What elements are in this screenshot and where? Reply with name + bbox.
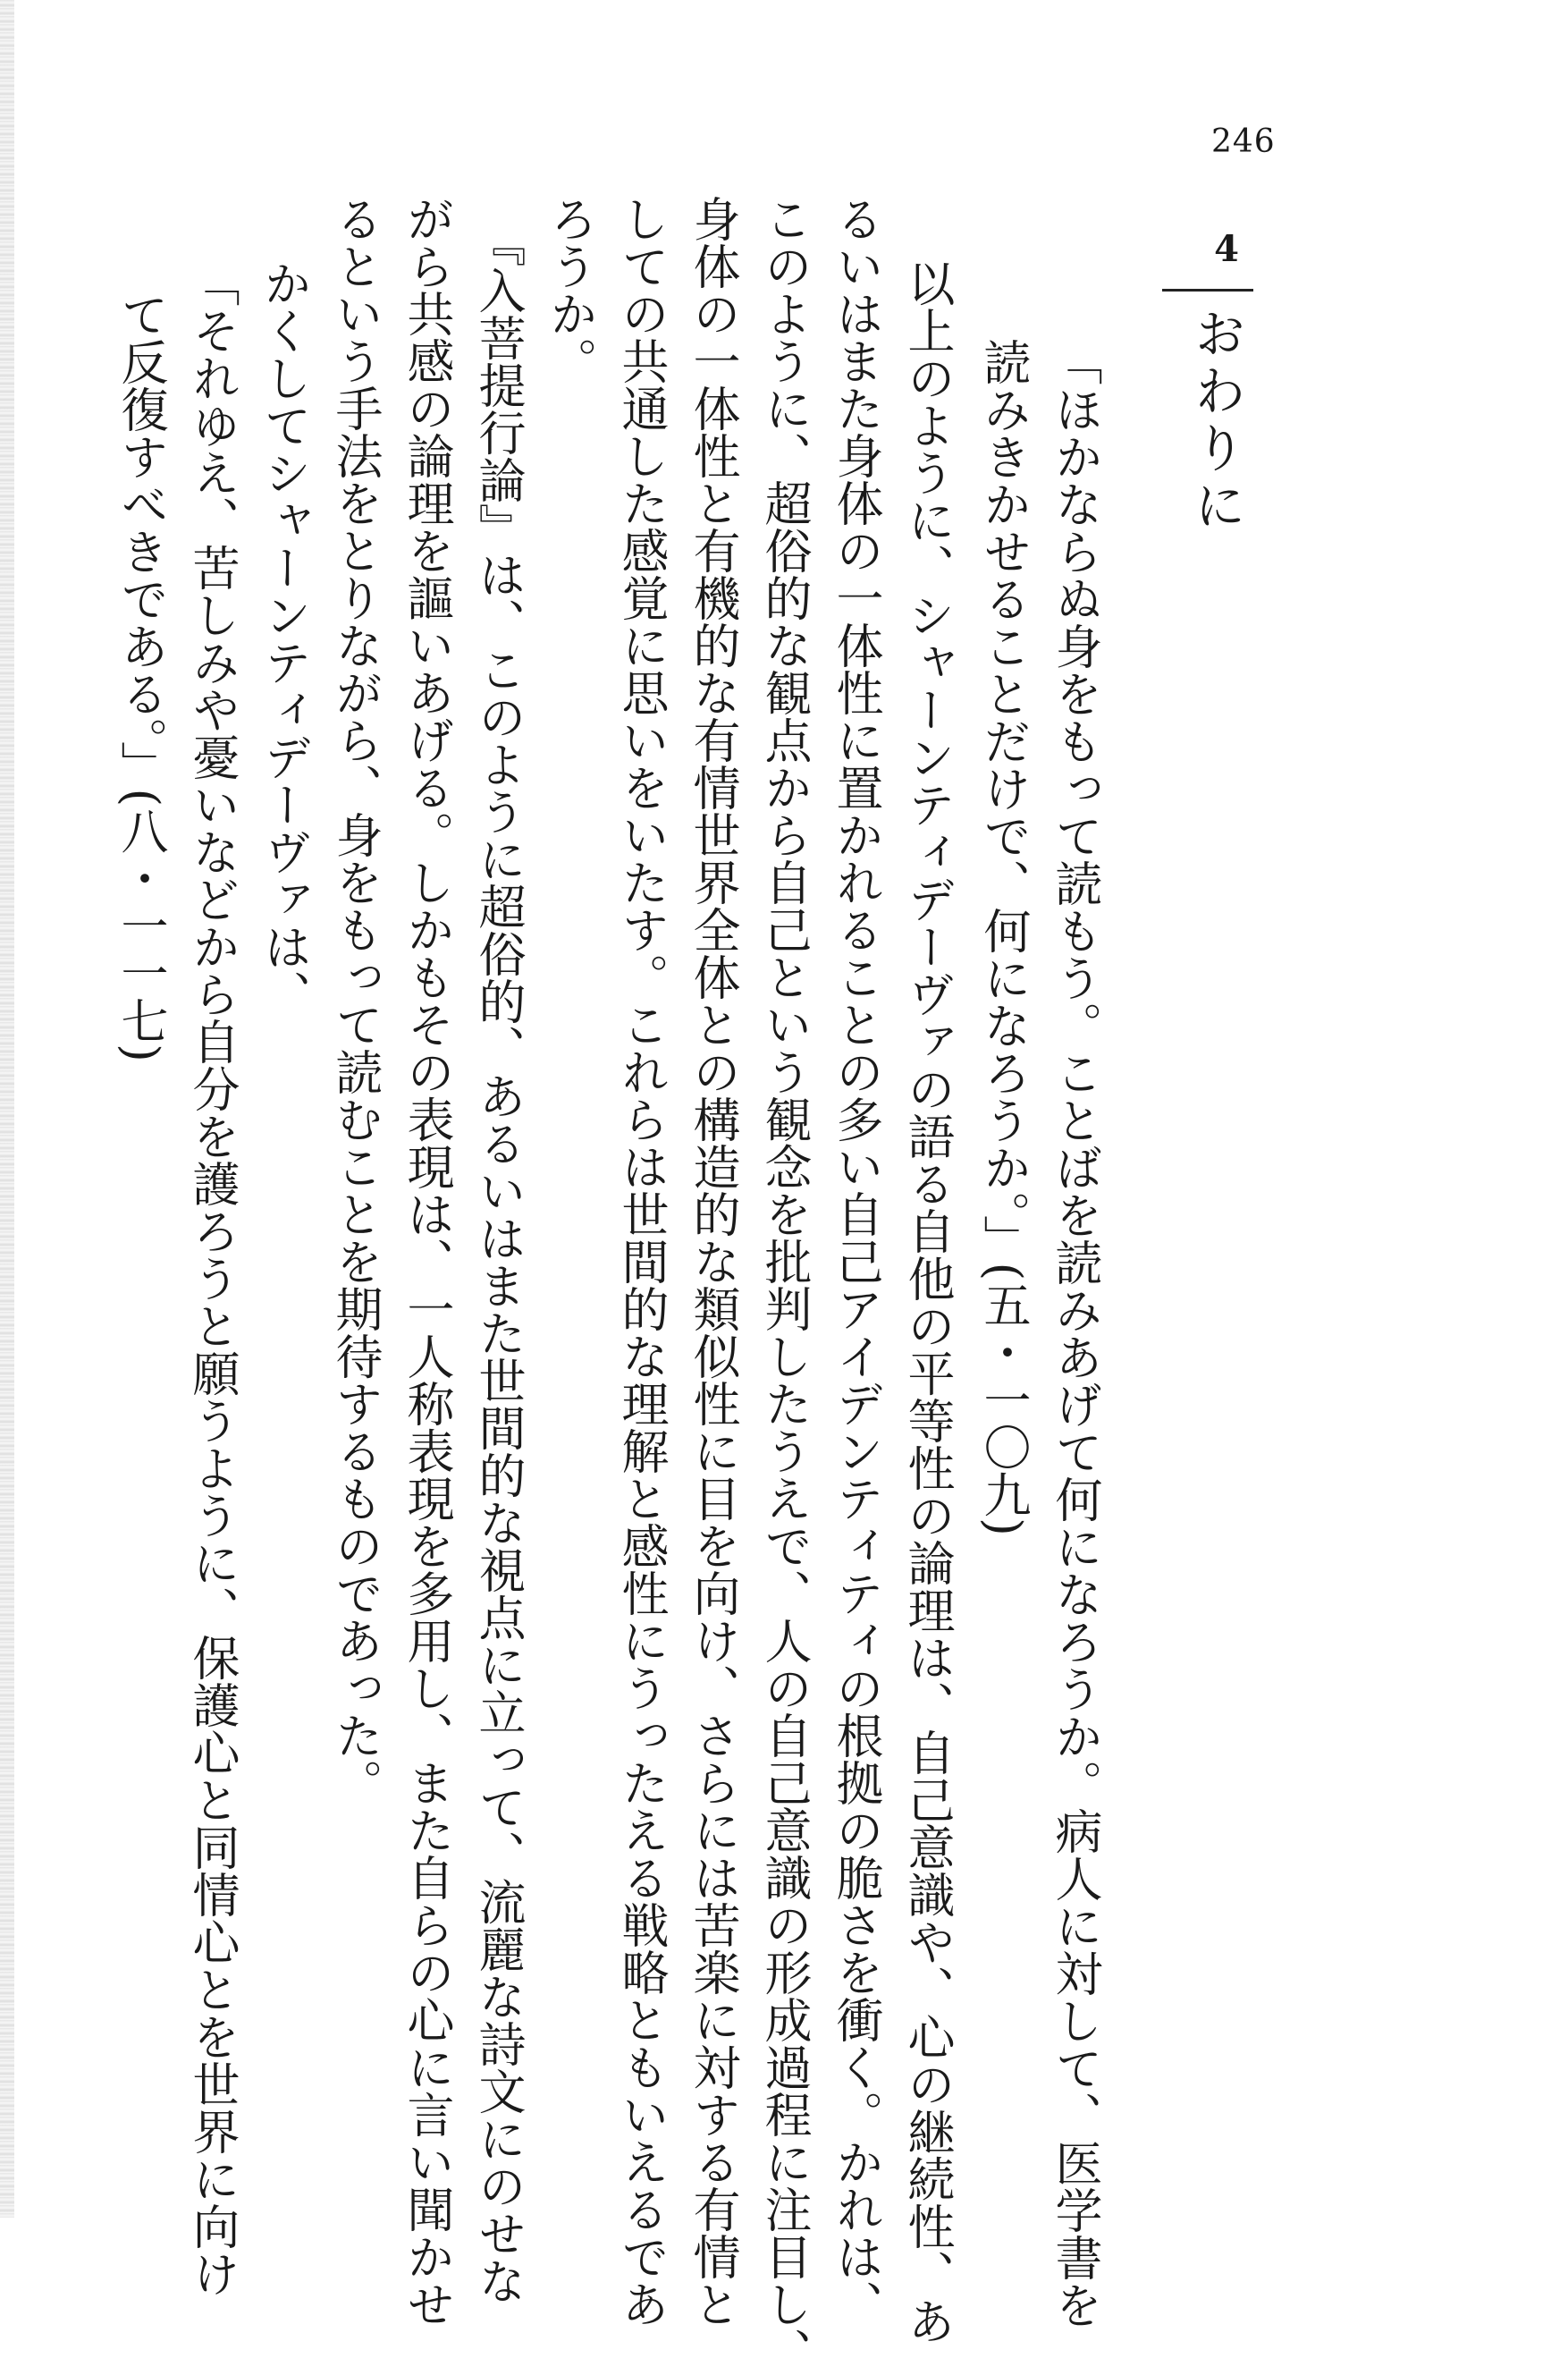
text-column-11: るという手法をとりながら、身をもって読むことを期待するものであった。	[328, 195, 383, 1806]
scanned-page-edge	[0, 0, 14, 2218]
section-title: おわりに	[1185, 307, 1246, 536]
text-column-12: かくしてシャーンティデーヴァは、	[257, 259, 311, 1018]
text-column-9: 『入菩提行論』は、このように超俗的、あるいはまた世間的な視点に立って、流麗な詩文にのせな	[471, 219, 526, 2304]
text-column-8: ろうか。	[543, 195, 597, 385]
text-column-3: 以上のように、シャーンティデーヴァの語る自他の平等性の論理は、自己意識や、心の継続性、あ	[900, 259, 955, 2345]
text-column-6: 身体の一体性と有機的な有情世界全体との構造的な類似性に目を向け、さらには苦楽に対する有情と	[686, 195, 740, 2328]
page-number: 246	[1211, 123, 1276, 160]
text-column-14: て反復すべきである。」(八・一一七)	[114, 291, 168, 1062]
text-column-5: このように、超俗的な観点から自己という観念を批判したうえで、人の自己意識の形成過程に注目し、	[757, 195, 812, 2375]
section-divider-rule	[1162, 289, 1253, 292]
text-column-1: 「ほかならぬ身をもって読もう。ことばを読みあげて何になろうか。病人に対して、医学書を	[1048, 338, 1102, 2329]
section-number: 4	[1214, 228, 1239, 270]
text-column-13: 「それゆえ、苦しみや憂いなどから自分を護ろうと願うように、保護心と同情心とを世界に向け	[185, 259, 240, 2297]
text-column-2: 読みきかせることだけで、何になろうか。」(五・一〇九)	[976, 338, 1031, 1536]
text-column-7: しての共通した感覚に思いをいたす。これらは世間的な理解と感性にうったえる戦略ともいえるであ	[614, 195, 669, 2328]
text-column-10: がら共感の論理を謳いあげる。しかもその表現は、一人称表現を多用し、また自らの心に言い聞かせ	[400, 195, 454, 2328]
text-column-4: るいはまた身体の一体性に置かれることの多い自己アイデンティティの根拠の脆さを衝く。かれは、	[829, 195, 883, 2328]
